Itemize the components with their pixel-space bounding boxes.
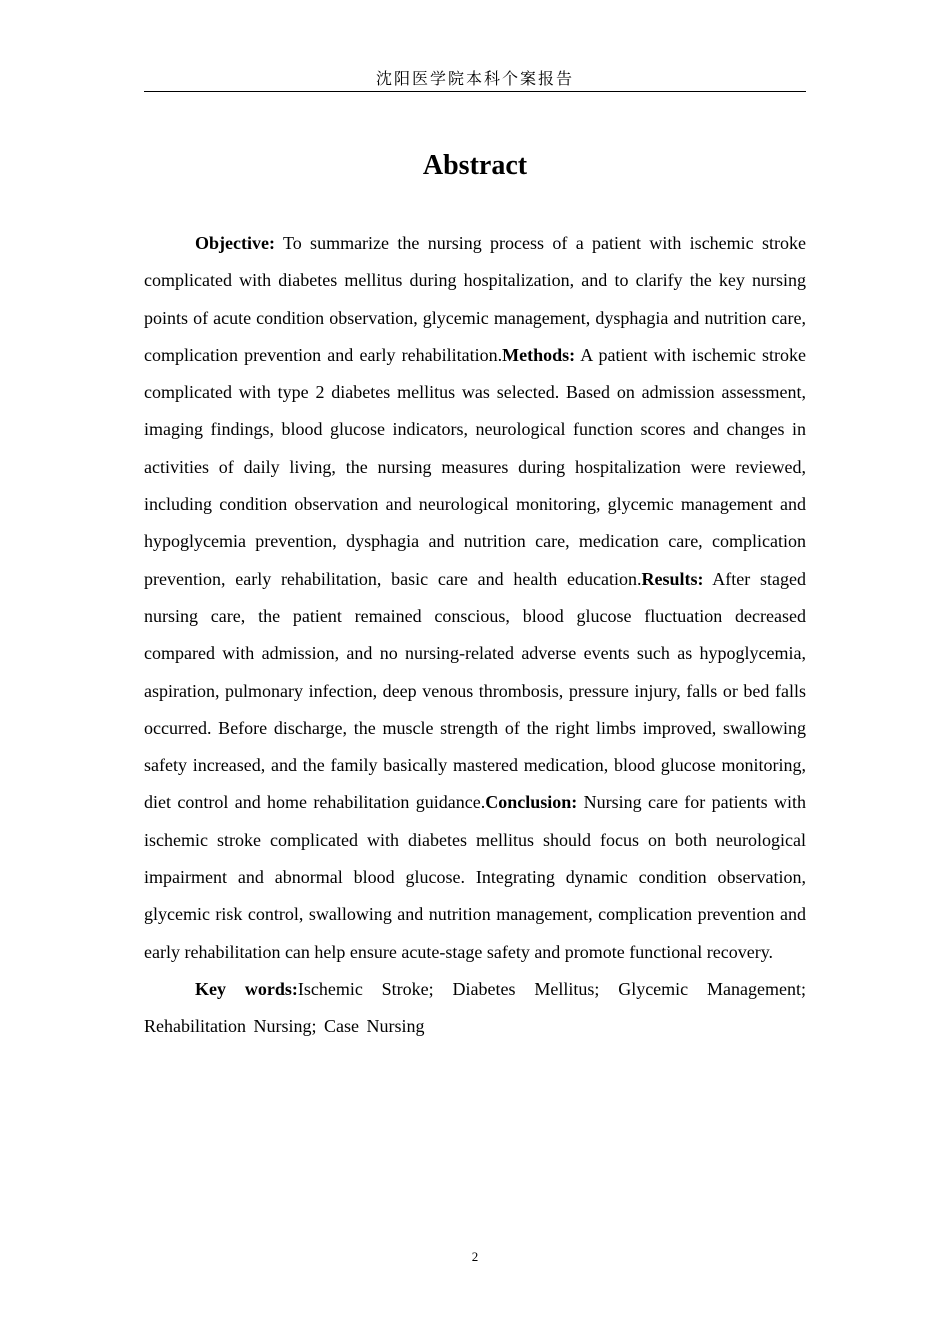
running-header-title: 沈阳医学院本科个案报告 <box>375 69 574 88</box>
keywords-paragraph <box>144 971 806 1046</box>
conclusion-text: Nursing care for patients with ischemic stroke complicated with diabetes mellitus should focus on both neurological impairment and abnormal blood glucose. Integrating dynamic condition observation, glycemic risk control, swallowing and nutrition management, complication prevention and early rehabilitation can help ensure acute-stage safety and promote functional recovery. <box>144 792 806 962</box>
objective-text: To summarize the nursing process of a patient with ischemic stroke complicated with diabetes mellitus during hospitalization, and to clarify the key nursing points of acute condition observation, glycemic management, dysphagia and nutrition care, complication prevention and early rehabilitation. <box>144 233 806 365</box>
methods-text: A patient with ischemic stroke complicated with type 2 diabetes mellitus was selected. Based on admission assessment, imaging findings, blood glucose indicators, neurological function scores and changes in activities of daily living, the nursing measures during hospitalization were reviewed, including condition observation and neurological monitoring, glycemic management and hypoglycemia prevention, dysphagia and nutrition care, medication care, complication prevention, early rehabilitation, basic care and health education. <box>144 344 806 589</box>
results-text: After staged nursing care, the patient remained conscious, blood glucose fluctuation decreased compared with admission, and no nursing-related adverse events such as hypoglycemia, aspiration, pulmonary infection, deep venous thrombosis, pressure injury, falls or bed falls occurred. Before discharge, the muscle strength of the right limbs improved, swallowing safety increased, and the family basically mastered medication, blood glucose monitoring, diet control and home rehabilitation guidance. <box>144 568 806 813</box>
methods-label: Methods: <box>502 344 576 365</box>
abstract-title: Abstract <box>422 150 528 181</box>
objective-label: Objective: <box>195 233 275 253</box>
page-number: 2 <box>471 1249 479 1264</box>
abstract-body <box>144 225 806 1046</box>
conclusion-label: Conclusion: <box>485 792 578 813</box>
keywords-label: Key words: <box>195 978 298 999</box>
results-label: Results: <box>641 568 704 589</box>
keywords-text: Ischemic Stroke; Diabetes Mellitus; Glycemic Management; Rehabilitation Nursing; Case Nursing <box>144 978 806 1037</box>
abstract-paragraph <box>144 225 806 971</box>
header-divider <box>144 91 806 92</box>
